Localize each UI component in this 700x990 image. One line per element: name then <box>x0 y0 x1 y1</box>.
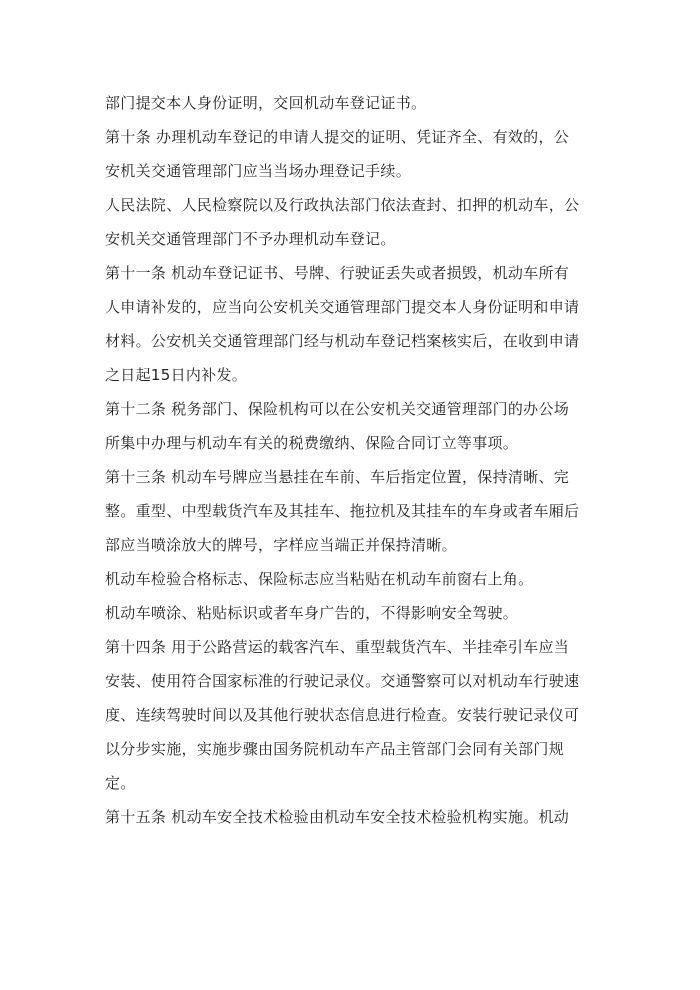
article-10-line: 第十条 办理机动车登记的申请人提交的证明、凭证齐全、有效的，公 <box>105 128 570 146</box>
text-line: 机动车检验合格标志、保险标志应当粘贴在机动车前窗右上角。 <box>105 570 534 588</box>
article-11-line: 第十一条 机动车登记证书、号牌、行驶证丢失或者损毁，机动车所有 <box>105 264 570 282</box>
article-14-line: 第十四条 用于公路营运的载客汽车、重型载货汽车、半挂牵引车应当 <box>105 638 570 656</box>
text-line: 定。 <box>105 774 136 792</box>
text-line: 机动车喷涂、粘贴标识或者车身广告的，不得影响安全驾驶。 <box>105 604 519 622</box>
article-13-line: 第十三条 机动车号牌应当悬挂在车前、车后指定位置，保持清晰、完 <box>105 468 570 486</box>
text-line: 安装、使用符合国家标准的行驶记录仪。交通警察可以对机动车行驶速 <box>105 672 580 690</box>
article-12-line: 第十二条 税务部门、保险机构可以在公安机关交通管理部门的办公场 <box>105 400 570 418</box>
text-line: 人民法院、人民检察院以及行政执法部门依法查封、扣押的机动车，公 <box>105 196 580 214</box>
text-line: 人申请补发的，应当向公安机关交通管理部门提交本人身份证明和申请 <box>105 298 580 316</box>
text-line: 安机关交通管理部门应当当场办理登记手续。 <box>105 162 412 180</box>
text-line: 所集中办理与机动车有关的税费缴纳、保险合同订立等事项。 <box>105 434 519 452</box>
text-line: 部门提交本人身份证明，交回机动车登记证书。 <box>105 94 427 112</box>
text-line: 度、连续驾驶时间以及其他行驶状态信息进行检查。安装行驶记录仪可 <box>105 706 580 724</box>
text-line: 材料。公安机关交通管理部门经与机动车登记档案核实后，在收到申请 <box>105 332 580 350</box>
text-line: 以分步实施，实施步骤由国务院机动车产品主管部门会同有关部门规 <box>105 740 565 758</box>
document-body <box>105 86 600 834</box>
article-15-line: 第十五条 机动车安全技术检验由机动车安全技术检验机构实施。机动 <box>105 808 570 826</box>
text-line: 整。重型、中型载货汽车及其挂车、拖拉机及其挂车的车身或者车厢后 <box>105 502 580 520</box>
text-line: 部应当喷涂放大的牌号，字样应当端正并保持清晰。 <box>105 536 457 554</box>
text-line: 之日起15日内补发。 <box>105 366 248 384</box>
text-line: 安机关交通管理部门不予办理机动车登记。 <box>105 230 396 248</box>
